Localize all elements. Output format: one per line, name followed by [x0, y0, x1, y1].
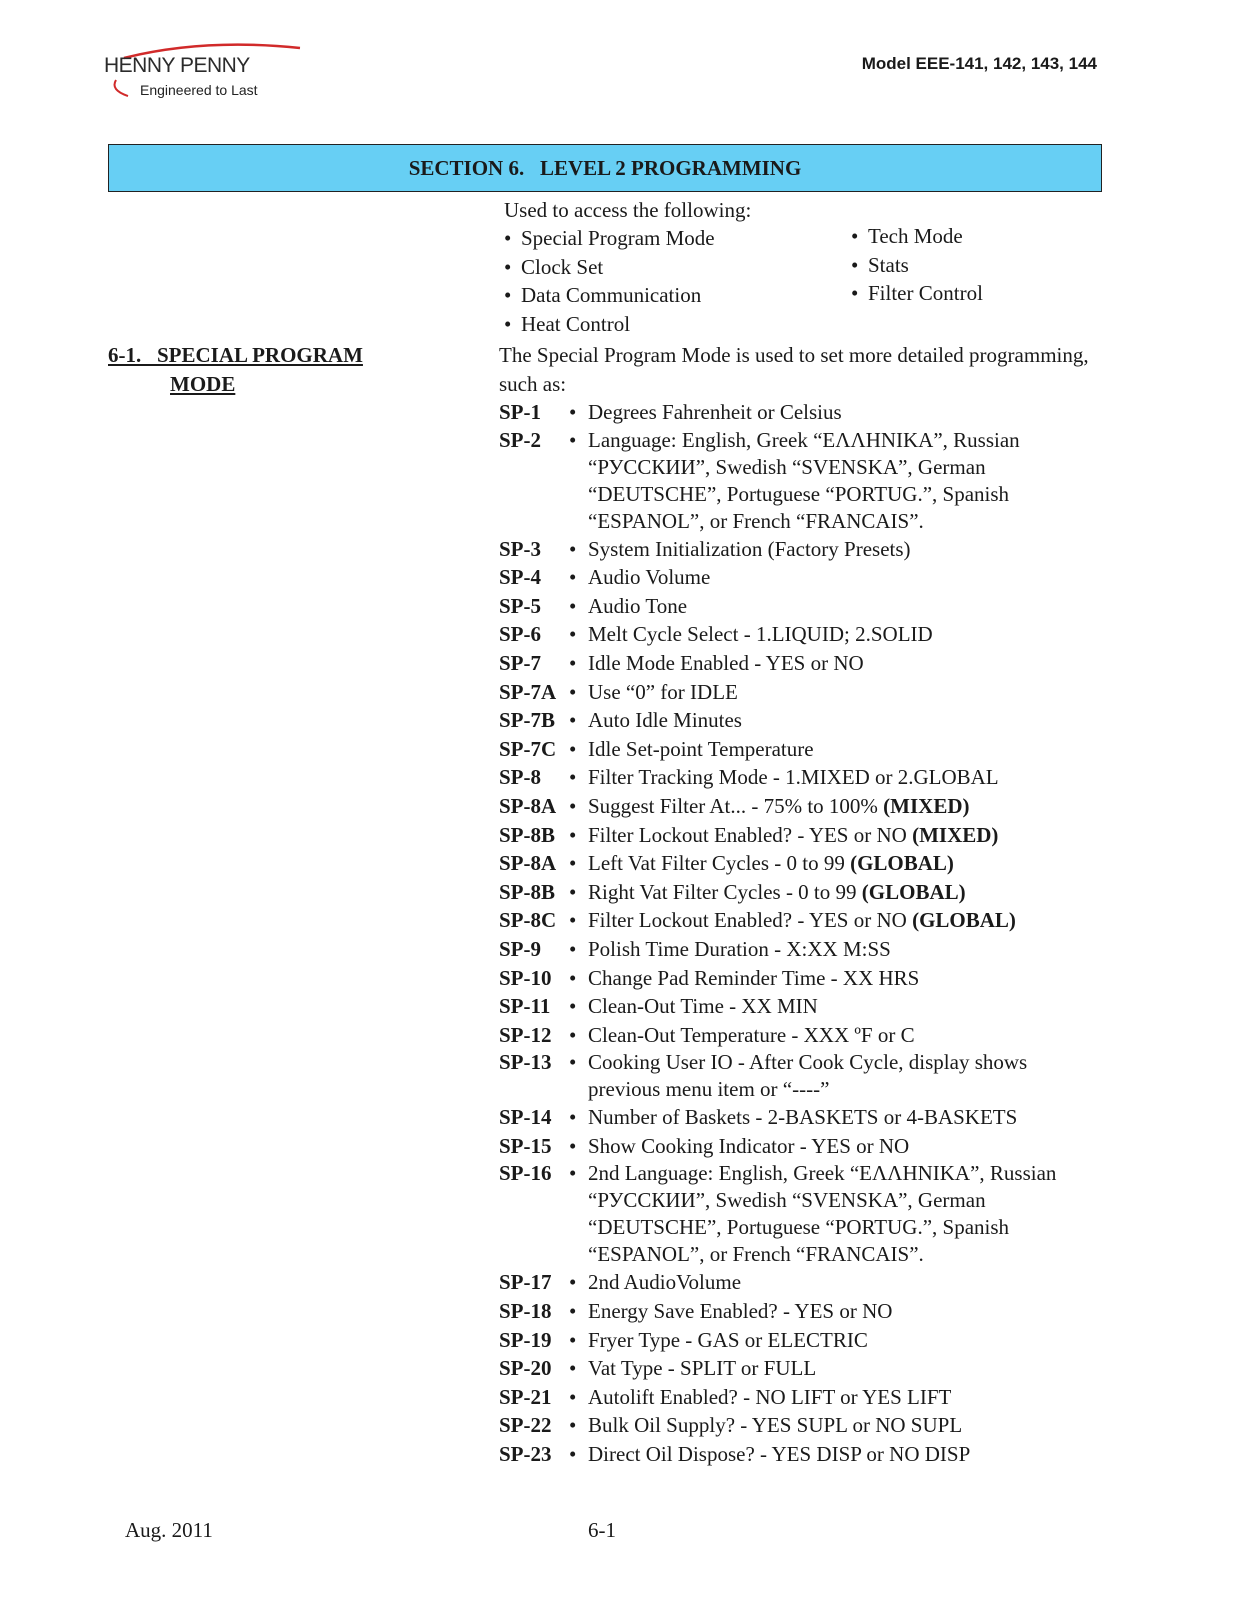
sp-item	[499, 649, 1099, 678]
sp-code: SP-3	[499, 536, 541, 561]
list-item	[851, 279, 983, 308]
bullet-icon: •	[851, 224, 859, 248]
bullet-icon: •	[569, 622, 577, 647]
sp-item	[499, 792, 1099, 821]
sp-description	[588, 1354, 1099, 1383]
sp-item	[499, 1411, 1099, 1440]
sp-description	[588, 735, 1099, 764]
sp-item	[499, 906, 1099, 935]
intro-item-label: Heat Control	[521, 311, 631, 336]
sp-item	[499, 678, 1099, 707]
sp-item	[499, 935, 1099, 964]
sp-code: SP-4	[499, 565, 541, 590]
sp-description	[588, 964, 1099, 993]
sp-code: SP-6	[499, 622, 541, 647]
sp-item	[499, 821, 1099, 850]
sp-code: SP-8	[499, 765, 541, 790]
sp-code: SP-10	[499, 965, 552, 990]
page-number: 6-1	[588, 1518, 616, 1542]
sp-code: SP-16	[499, 1161, 552, 1186]
sp-code: SP-7	[499, 650, 541, 675]
model-number: Model EEE-141, 142, 143, 144	[861, 54, 1097, 73]
bullet-icon: •	[851, 281, 859, 305]
sp-text: Language: English, Greek “ΕΛΛΗΝΙΚΑ”, Russian “РУССКИИ”, Swedish “SVENSKA”, German “DEUTSCHE”, Portuguese “PORTUG.”, Spanish “ESPANOL”, or French “FRANCAIS”.	[588, 427, 1020, 533]
sp-text: Bulk Oil Supply? - YES SUPL or NO SUPL	[588, 1413, 963, 1438]
sp-item	[499, 1354, 1099, 1383]
bullet-icon: •	[569, 965, 577, 990]
sp-text: Left Vat Filter Cycles - 0 to 99	[588, 851, 845, 876]
bullet-icon: •	[569, 765, 577, 790]
sp-code: SP-8B	[499, 879, 556, 904]
sp-code: SP-1	[499, 400, 541, 424]
sp-text: Autolift Enabled? - NO LIFT or YES LIFT	[588, 1384, 952, 1409]
sp-item	[499, 735, 1099, 764]
sp-text: Auto Idle Minutes	[588, 708, 742, 733]
logo-text: HENNY PENNY	[104, 54, 250, 77]
bullet-icon: •	[569, 1327, 577, 1352]
bullet-icon: •	[569, 936, 577, 961]
bullet-icon: •	[569, 1413, 577, 1438]
list-item	[851, 251, 983, 280]
sp-text: Polish Time Duration - X:XX M:SS	[588, 936, 891, 961]
sp-description	[588, 1103, 1099, 1132]
bullet-icon: •	[569, 851, 577, 876]
sp-item	[499, 992, 1099, 1021]
bullet-icon: •	[569, 1270, 577, 1295]
sp-description	[588, 821, 1099, 850]
sp-description	[588, 1383, 1099, 1412]
sp-description	[588, 398, 1099, 427]
sp-code: SP-8C	[499, 908, 557, 933]
section-title: SECTION 6. LEVEL 2 PROGRAMMING	[108, 144, 1102, 192]
sp-item	[499, 1160, 1099, 1268]
sp-text: 2nd Language: English, Greek “ΕΛΛΗΝΙΚΑ”, Russian “РУССКИИ”, Swedish “SVENSKA”, German “DEUTSCHE”, Portuguese “PORTUG.”, Spanish “ESPANOL”, or French “FRANCAIS”.	[588, 1161, 1057, 1267]
heading-line-2: MODE	[170, 371, 236, 396]
sp-item	[499, 1326, 1099, 1355]
sp-code: SP-20	[499, 1356, 552, 1381]
list-item	[504, 224, 715, 253]
intro-lead: Used to access the following:	[504, 198, 752, 222]
intro-list-left	[504, 224, 715, 338]
sp-item	[499, 535, 1099, 564]
sp-text: Fryer Type - GAS or ELECTRIC	[588, 1327, 868, 1352]
sp-item	[499, 1132, 1099, 1161]
bullet-icon: •	[569, 1050, 577, 1075]
sp-code: SP-7A	[499, 679, 557, 704]
sp-mode-tag: (GLOBAL)	[912, 908, 1016, 933]
sp-text: Number of Baskets - 2-BASKETS or 4-BASKETS	[588, 1105, 1018, 1130]
sp-description	[588, 706, 1099, 735]
sp-text: Filter Lockout Enabled? - YES or NO	[588, 822, 907, 847]
sp-text: Vat Type - SPLIT or FULL	[588, 1356, 817, 1381]
sp-code: SP-19	[499, 1327, 552, 1352]
list-item	[504, 281, 715, 310]
sp-item	[499, 763, 1099, 792]
sp-description	[588, 763, 1099, 792]
sp-code: SP-14	[499, 1105, 552, 1130]
sp-text: Clean-Out Temperature - XXX ºF or C	[588, 1022, 915, 1047]
sp-description	[588, 535, 1099, 564]
sp-item	[499, 398, 1099, 427]
sp-item	[499, 964, 1099, 993]
intro-item-label: Stats	[868, 252, 909, 277]
sp-item	[499, 706, 1099, 735]
sp-code: SP-7C	[499, 736, 557, 761]
sp-code: SP-11	[499, 994, 551, 1019]
bullet-icon: •	[569, 1442, 577, 1467]
bullet-icon: •	[569, 679, 577, 704]
bullet-icon: •	[569, 1022, 577, 1047]
bullet-icon: •	[569, 708, 577, 733]
sp-code: SP-21	[499, 1384, 552, 1409]
sp-text: Filter Tracking Mode - 1.MIXED or 2.GLOBAL	[588, 765, 999, 790]
sp-code: SP-12	[499, 1022, 552, 1047]
sp-text: Suggest Filter At... - 75% to 100%	[588, 793, 878, 818]
sp-description	[588, 563, 1099, 592]
sp-code: SP-15	[499, 1133, 552, 1158]
bullet-icon: •	[504, 254, 512, 279]
bullet-icon: •	[569, 1356, 577, 1381]
bullet-icon: •	[569, 1384, 577, 1409]
intro-item-label: Special Program Mode	[521, 226, 715, 250]
bullet-icon: •	[569, 1161, 577, 1186]
sp-item	[499, 1049, 1099, 1103]
bullet-icon: •	[569, 908, 577, 933]
bullet-icon: •	[504, 311, 512, 336]
sp-text: 2nd AudioVolume	[588, 1270, 742, 1295]
list-item	[504, 253, 715, 282]
sp-code: SP-23	[499, 1442, 552, 1467]
bullet-icon: •	[569, 822, 577, 847]
sp-item	[499, 1268, 1099, 1297]
sp-description	[588, 1160, 1099, 1268]
sp-mode-tag: (GLOBAL)	[850, 851, 954, 876]
sp-item	[499, 592, 1099, 621]
sp-item	[499, 1103, 1099, 1132]
sp-text: Idle Mode Enabled - YES or NO	[588, 650, 864, 675]
sp-code: SP-9	[499, 936, 541, 961]
sp-mode-tag: (MIXED)	[912, 822, 999, 847]
sp-item	[499, 1383, 1099, 1412]
intro-paragraph: The Special Program Mode is used to set more detailed programming, such as:	[499, 343, 1089, 396]
sp-code: SP-8A	[499, 851, 557, 876]
sp-code: SP-22	[499, 1413, 552, 1438]
sp-description	[588, 849, 1099, 878]
bullet-icon: •	[569, 736, 577, 761]
bullet-icon: •	[851, 252, 859, 277]
sp-text: System Initialization (Factory Presets)	[588, 536, 911, 561]
footer-date: Aug. 2011	[125, 1518, 213, 1542]
sp-text: Audio Tone	[588, 593, 688, 618]
sp-description	[588, 992, 1099, 1021]
sp-description	[588, 1049, 1099, 1103]
sp-description	[588, 620, 1099, 649]
sp-item	[499, 849, 1099, 878]
sp-text: Audio Volume	[588, 565, 711, 590]
intro-item-label: Data Communication	[521, 283, 702, 307]
sp-description	[588, 592, 1099, 621]
special-program-list	[499, 398, 1099, 1469]
sp-text: Show Cooking Indicator - YES or NO	[588, 1133, 910, 1158]
henny-penny-logo	[104, 40, 304, 104]
heading-line-1: 6-1. SPECIAL PROGRAM	[108, 343, 363, 367]
sp-description	[588, 427, 1099, 535]
bullet-icon: •	[504, 226, 512, 250]
bullet-icon: •	[569, 565, 577, 590]
sp-description	[588, 792, 1099, 821]
sp-code: SP-8B	[499, 822, 556, 847]
sp-description	[588, 1297, 1099, 1326]
sp-description	[588, 1411, 1099, 1440]
bullet-icon: •	[504, 283, 512, 307]
list-item	[504, 310, 715, 339]
sp-text: Energy Save Enabled? - YES or NO	[588, 1299, 893, 1324]
bullet-icon: •	[569, 400, 577, 424]
sp-item	[499, 1021, 1099, 1050]
sp-text: Direct Oil Dispose? - YES DISP or NO DISP	[588, 1442, 971, 1467]
intro-item-label: Tech Mode	[868, 224, 963, 248]
sp-text: Degrees Fahrenheit or Celsius	[588, 400, 842, 424]
bullet-icon: •	[569, 994, 577, 1019]
sp-text: Melt Cycle Select - 1.LIQUID; 2.SOLID	[588, 622, 933, 647]
sp-text: Filter Lockout Enabled? - YES or NO	[588, 908, 907, 933]
sp-text: Change Pad Reminder Time - XX HRS	[588, 965, 920, 990]
sp-text: Right Vat Filter Cycles - 0 to 99	[588, 879, 857, 904]
sp-text: Use “0” for IDLE	[588, 679, 738, 704]
sp-text: Idle Set-point Temperature	[588, 736, 814, 761]
sp-code: SP-13	[499, 1050, 552, 1075]
sp-item	[499, 427, 1099, 535]
sp-description	[588, 935, 1099, 964]
bullet-icon: •	[569, 879, 577, 904]
sp-item	[499, 878, 1099, 907]
bullet-icon: •	[569, 536, 577, 561]
bullet-icon: •	[569, 427, 577, 452]
sp-item	[499, 563, 1099, 592]
intro-list-right	[851, 222, 983, 308]
sp-text: Cooking User IO - After Cook Cycle, display shows previous menu item or “----”	[588, 1050, 1028, 1102]
subsection-heading	[108, 341, 363, 398]
sp-description	[588, 1021, 1099, 1050]
bullet-icon: •	[569, 650, 577, 675]
sp-description	[588, 1132, 1099, 1161]
sp-mode-tag: (MIXED)	[883, 793, 970, 818]
bullet-icon: •	[569, 1133, 577, 1158]
sp-description	[588, 1440, 1099, 1469]
bullet-icon: •	[569, 593, 577, 618]
intro-item-label: Clock Set	[521, 254, 604, 279]
sp-item	[499, 1297, 1099, 1326]
sp-description	[588, 878, 1099, 907]
sp-code: SP-7B	[499, 708, 556, 733]
sp-mode-tag: (GLOBAL)	[861, 879, 966, 904]
sp-text: Clean-Out Time - XX MIN	[588, 994, 818, 1019]
sp-description	[588, 678, 1099, 707]
sp-description	[588, 649, 1099, 678]
sp-code: SP-5	[499, 593, 541, 618]
bullet-icon: •	[569, 1105, 577, 1130]
intro-item-label: Filter Control	[868, 281, 983, 305]
logo-tagline: Engineered to Last	[140, 82, 258, 98]
sp-item	[499, 1440, 1099, 1469]
bullet-icon: •	[569, 793, 577, 818]
list-item	[851, 222, 983, 251]
sp-code: SP-18	[499, 1299, 552, 1324]
bullet-icon: •	[569, 1299, 577, 1324]
sp-description	[588, 906, 1099, 935]
sp-code: SP-17	[499, 1270, 552, 1295]
sp-description	[588, 1268, 1099, 1297]
sp-item	[499, 620, 1099, 649]
sp-code: SP-8A	[499, 793, 557, 818]
sp-description	[588, 1326, 1099, 1355]
sp-code: SP-2	[499, 427, 541, 452]
